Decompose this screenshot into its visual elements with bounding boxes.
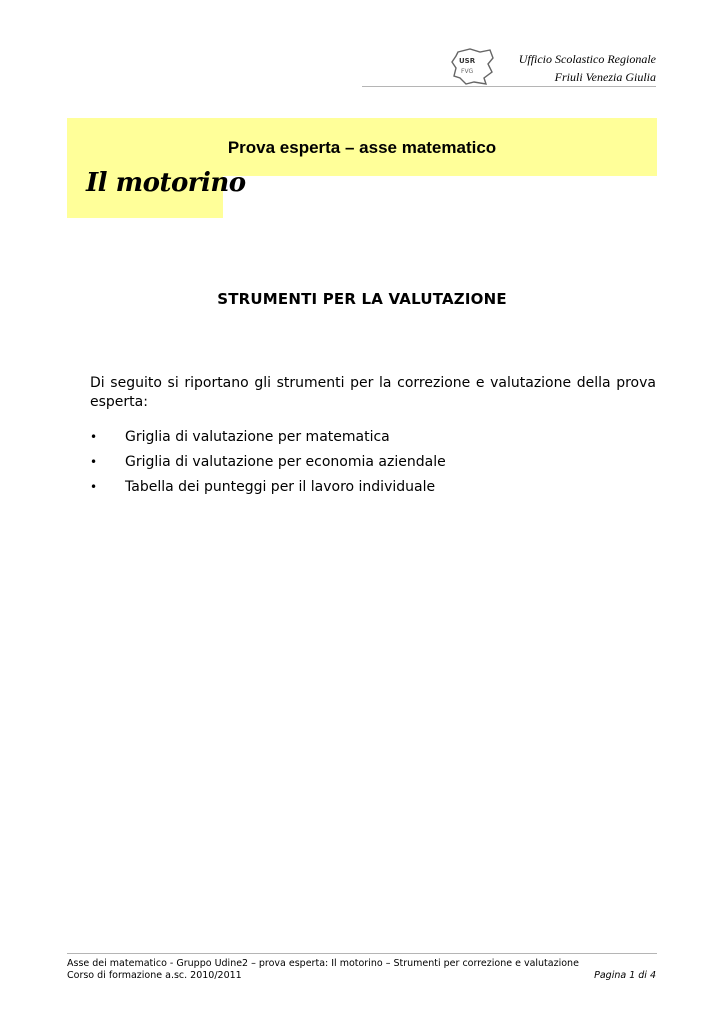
- region-map-icon: [450, 46, 496, 86]
- page-number: Pagina 1 di 4: [594, 970, 656, 981]
- footer-divider: [67, 953, 657, 954]
- bullet-icon: •: [90, 480, 98, 494]
- usr-fvg-logo: [450, 46, 496, 86]
- list-item-text: Tabella dei punteggi per il lavoro individuale: [125, 479, 436, 495]
- intro-paragraph: Di seguito si riportano gli strumenti per la correzione e valutazione della prova esperta:: [90, 375, 656, 410]
- list-item-text: Griglia di valutazione per matematica: [125, 429, 390, 445]
- list-item: [90, 450, 446, 475]
- list-item-text: Griglia di valutazione per economia aziendale: [125, 454, 446, 470]
- logo-text-top: USR: [459, 57, 476, 65]
- section-heading: STRUMENTI PER LA VALUTAZIONE: [217, 290, 507, 308]
- list-item: [90, 475, 446, 500]
- bullet-icon: •: [90, 430, 98, 444]
- bullet-icon: •: [90, 455, 98, 469]
- footer-course: Corso di formazione a.sc. 2010/2011: [67, 970, 242, 981]
- tools-list: [90, 425, 446, 500]
- header-divider: [362, 86, 656, 87]
- office-name: [519, 50, 656, 86]
- footer-description: Asse dei matematico - Gruppo Udine2 – prova esperta: Il motorino – Strumenti per correzione e valutazione: [67, 958, 579, 969]
- office-line-2: Friuli Venezia Giulia: [554, 70, 656, 84]
- document-title: Il motorino: [86, 168, 246, 198]
- list-item: [90, 425, 446, 450]
- logo-text-bottom: FVG: [461, 68, 474, 75]
- office-line-1: Ufficio Scolastico Regionale: [518, 52, 656, 66]
- banner-subtitle: Prova esperta – asse matematico: [227, 138, 497, 157]
